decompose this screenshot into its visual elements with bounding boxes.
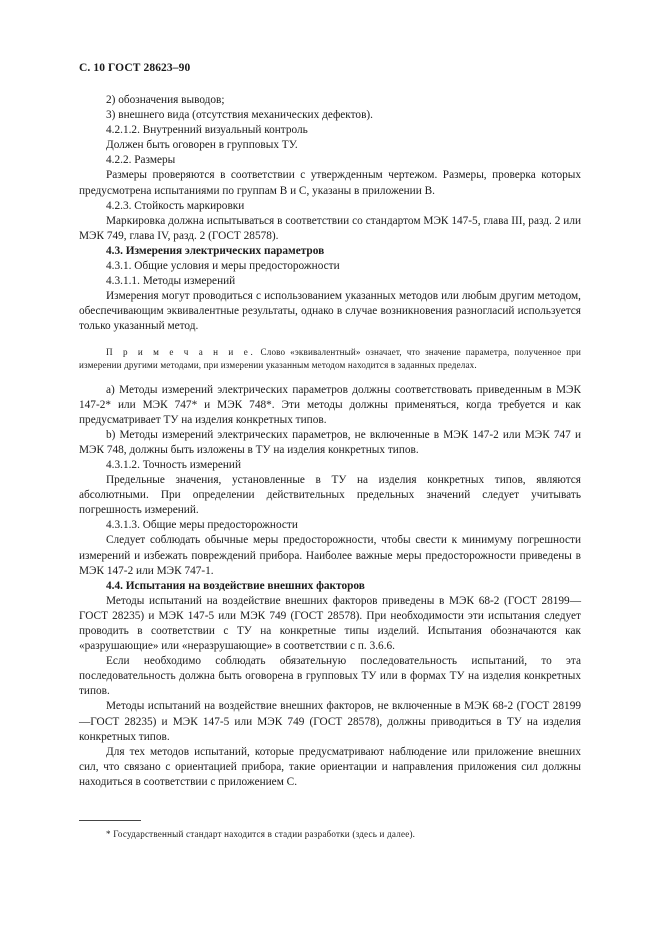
section-heading-4-3-1: 4.3.1. Общие условия и меры предосторожности [106, 260, 340, 273]
list-item-terminals: 2) обозначения выводов; [106, 94, 225, 106]
paragraph: Измерения могут проводиться с использованием указанных методов или любым другим методом, обеспечивающим эквивалентные результаты, однако в случае возникновения разногласий используется только указанный метод. [79, 290, 581, 333]
section-heading-4-2-1-2: 4.2.1.2. Внутренний визуальный контроль [106, 124, 308, 137]
list-item-a: a) Методы измерений электрических параметров должны соответствовать приведенным в МЭК 147-2* или МЭК 747* и МЭК 748*. Эти методы должны применяться, когда требуется и как предусматривает ТУ на изделия конкретных типов. [79, 383, 581, 426]
section-heading-4-3-1-2: 4.3.1.2. Точность измерений [106, 458, 242, 471]
footnote: * Государственный стандарт находится в стадии разработки (здесь и далее). [106, 829, 416, 839]
list-item-b: b) Методы измерений электрических параметров, не включенные в МЭК 147-2 или МЭК 747 и МЭК 748, должны быть изложены в ТУ на изделия конкретных типов. [79, 428, 581, 456]
section-heading-4-2-3: 4.2.3. Стойкость маркировки [106, 199, 245, 212]
paragraph: Для тех методов испытаний, которые предусматривают наблюдение или приложение внешних сил, что связано с ориентацией прибора, такие ориентации и направления приложения сил должны находиться в соответствии с приложением С. [79, 745, 581, 788]
paragraph: Методы испытаний на воздействие внешних факторов приведены в МЭК 68-2 (ГОСТ 28199—ГОСТ 28235) и МЭК 147-5 или МЭК 749 (ГОСТ 28578). При необходимости эти испытания следует проводить в соответствии с ТУ на конкретные типы изделий. Испытания обозначаются как «разрушающие» или «неразрушающие» в соответствии с п. 3.6.6. [79, 594, 581, 653]
paragraph: Должен быть оговорен в групповых ТУ. [106, 139, 298, 152]
footnote-divider [79, 820, 141, 821]
paragraph: Если необходимо соблюдать обязательную последовательность испытаний, то эта последовательность должна быть оговорена в групповых ТУ или в формах ТУ на изделия конкретных типов. [79, 655, 581, 698]
section-heading-4-2-2: 4.2.2. Размеры [106, 154, 176, 167]
section-heading-4-4: 4.4. Испытания на воздействие внешних факторов [106, 579, 365, 592]
section-heading-4-3-1-3: 4.3.1.3. Общие меры предосторожности [106, 519, 298, 532]
section-heading-4-3: 4.3. Измерения электрических параметров [106, 244, 325, 257]
list-item-appearance: 3) внешнего вида (отсутствия механических дефектов). [106, 109, 373, 122]
page-header: С. 10 ГОСТ 28623–90 [79, 62, 191, 74]
document-body [79, 93, 581, 790]
paragraph: Размеры проверяются в соответствии с утвержденным чертежом. Размеры, проверка которых предусмотрена испытаниями по группам В и С, указаны в приложении В. [79, 169, 581, 197]
paragraph: Предельные значения, установленные в ТУ на изделия конкретных типов, являются абсолютными. При определении действительных предельных значений следует учитывать погрешность измерений. [79, 474, 581, 517]
paragraph: Следует соблюдать обычные меры предосторожности, чтобы свести к минимуму погрешности измерений и избежать повреждений прибора. Наиболее важные меры предосторожности приведены в МЭК 147-2 или МЭК 747-1. [79, 534, 581, 577]
note-label: П р и м е ч а н и е. [106, 346, 256, 357]
note-text: Слово «эквивалентный» означает, что значение параметра, полученное при измерении другими методами, при измерении указанным методом находится в заданных пределах. [79, 346, 581, 370]
paragraph: Маркировка должна испытываться в соответствии со стандартом МЭК 147-5, глава III, разд. 2 или МЭК 749, глава IV, разд. 2 (ГОСТ 28578). [79, 214, 581, 242]
paragraph: Методы испытаний на воздействие внешних факторов, не включенные в МЭК 68-2 (ГОСТ 28199—ГОСТ 28235) и МЭК 147-5 или МЭК 749 (ГОСТ 28578), должны приводиться в ТУ на изделия конкретных типов. [79, 700, 581, 743]
note [79, 346, 581, 372]
section-heading-4-3-1-1: 4.3.1.1. Методы измерений [106, 275, 236, 288]
